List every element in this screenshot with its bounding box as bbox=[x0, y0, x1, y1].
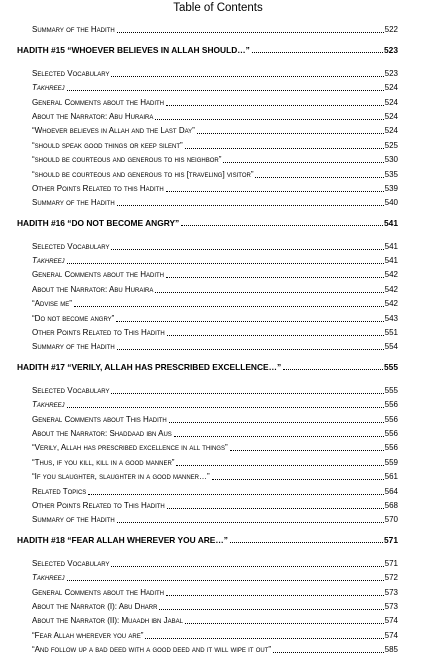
toc-entry[interactable] bbox=[0, 598, 436, 612]
dot-leader bbox=[67, 89, 384, 91]
toc-entry-label: Takhreej bbox=[32, 256, 65, 266]
toc-entry-label: “Verily, Allah has prescribed excellence in all things” bbox=[32, 443, 228, 453]
toc-entry-page-number: 556 bbox=[384, 400, 398, 410]
toc-entry-label: Other Points Related to This Hadith bbox=[32, 500, 165, 510]
dot-leader bbox=[67, 262, 384, 264]
toc-entry-page-number: 522 bbox=[384, 25, 398, 35]
dot-leader bbox=[67, 579, 384, 581]
toc-entry-page-number: 541 bbox=[384, 241, 398, 251]
toc-entry[interactable] bbox=[0, 641, 436, 655]
toc-entry-label: Other Points Related to This Hadith bbox=[32, 328, 165, 338]
toc-entry[interactable] bbox=[0, 136, 436, 150]
toc-entry[interactable] bbox=[0, 396, 436, 410]
toc-entry-label: Other Points Related to this Hadith bbox=[32, 183, 164, 193]
toc-entry-label: “And follow up a bad deed with a good deed and it will wipe it out” bbox=[32, 645, 272, 655]
dot-leader bbox=[117, 204, 384, 206]
toc-entry-label: Selected Vocabulary bbox=[32, 558, 110, 568]
heading-spacer bbox=[0, 229, 436, 237]
toc-heading-page-number: 541 bbox=[384, 218, 398, 229]
toc-heading-label: HADITH #17 “VERILY, ALLAH HAS PRESCRIBED EXCELLENCE…” bbox=[17, 362, 282, 373]
toc-entry-page-number: 542 bbox=[384, 270, 398, 280]
toc-entry[interactable] bbox=[0, 252, 436, 266]
dot-leader bbox=[159, 608, 383, 610]
toc-entry[interactable] bbox=[0, 93, 436, 107]
toc-entry-page-number: 539 bbox=[384, 183, 398, 193]
toc-entry-label: Related Topics bbox=[32, 486, 87, 496]
toc-entry-page-number: 573 bbox=[384, 601, 398, 611]
dot-leader bbox=[283, 368, 383, 370]
toc-heading[interactable] bbox=[0, 208, 436, 229]
toc-entry-label: “Advise me” bbox=[32, 299, 72, 309]
toc-entry[interactable] bbox=[0, 439, 436, 453]
toc-entry[interactable] bbox=[0, 180, 436, 194]
heading-spacer bbox=[0, 546, 436, 554]
toc-entry[interactable] bbox=[0, 612, 436, 626]
toc-entry[interactable] bbox=[0, 309, 436, 323]
toc-heading-page-number: 523 bbox=[384, 45, 398, 56]
dot-leader bbox=[197, 132, 384, 134]
page-title: Table of Contents bbox=[173, 2, 263, 14]
dot-leader bbox=[88, 493, 383, 495]
dot-leader bbox=[155, 291, 383, 293]
toc-entry[interactable] bbox=[0, 151, 436, 165]
toc-entry-label: Takhreej bbox=[32, 400, 65, 410]
toc-entry-page-number: 554 bbox=[384, 342, 398, 352]
toc-entry-page-number: 559 bbox=[384, 457, 398, 467]
toc-entry-label: “Fear Allah wherever you are” bbox=[32, 630, 144, 640]
dot-leader bbox=[255, 176, 383, 178]
toc-entry-label: Summary of the Hadith bbox=[32, 515, 115, 525]
heading-spacer bbox=[0, 56, 436, 64]
toc-entry-label: Selected Vocabulary bbox=[32, 68, 110, 78]
toc-entry-page-number: 524 bbox=[384, 111, 398, 121]
toc-entry-page-number: 573 bbox=[384, 587, 398, 597]
toc-entry-page-number: 574 bbox=[384, 616, 398, 626]
toc-entry-label: “should be courteous and generous to his neighbor” bbox=[32, 155, 222, 165]
dot-leader bbox=[185, 622, 384, 624]
dot-leader bbox=[176, 464, 383, 466]
dot-leader bbox=[252, 51, 383, 53]
dot-leader bbox=[174, 435, 384, 437]
toc-entry[interactable] bbox=[0, 237, 436, 251]
toc-entry-page-number: 561 bbox=[384, 472, 398, 482]
toc-heading[interactable] bbox=[0, 525, 436, 546]
toc-entry-page-number: 540 bbox=[384, 198, 398, 208]
toc-entry-page-number: 570 bbox=[384, 515, 398, 525]
toc-entry-page-number: 572 bbox=[384, 573, 398, 583]
toc-entry[interactable] bbox=[0, 497, 436, 511]
toc-entry-page-number: 525 bbox=[384, 140, 398, 150]
dot-leader bbox=[117, 348, 384, 350]
toc-entry-page-number: 556 bbox=[384, 443, 398, 453]
toc-entry-page-number: 571 bbox=[384, 558, 398, 568]
toc-heading-label: HADITH #15 “WHOEVER BELIEVES IN ALLAH SHOULD…” bbox=[17, 45, 250, 56]
toc-entry[interactable] bbox=[0, 280, 436, 294]
toc-entry-page-number: 564 bbox=[384, 486, 398, 496]
heading-spacer bbox=[0, 373, 436, 381]
toc-entry[interactable] bbox=[0, 64, 436, 78]
toc-entry-label: “If you slaughter, slaughter in a good manner…” bbox=[32, 472, 210, 482]
toc-entry-label: About the Narrator: Abu Huraira bbox=[32, 111, 154, 121]
toc-entry-page-number: 541 bbox=[384, 256, 398, 266]
dot-leader bbox=[181, 224, 383, 226]
toc-entry[interactable] bbox=[0, 165, 436, 179]
toc-entry-page-number: 585 bbox=[384, 645, 398, 655]
dot-leader bbox=[166, 276, 384, 278]
dot-leader bbox=[273, 651, 384, 653]
toc-entry-label: Takhreej bbox=[32, 83, 65, 93]
dot-leader bbox=[185, 147, 384, 149]
dot-leader bbox=[67, 406, 384, 408]
toc-entry[interactable] bbox=[0, 295, 436, 309]
toc-entry-label: “should speak good things or keep silent” bbox=[32, 140, 183, 150]
dot-leader bbox=[111, 248, 383, 250]
toc-entry-page-number: 551 bbox=[384, 328, 398, 338]
dot-leader bbox=[167, 334, 384, 336]
toc-heading[interactable] bbox=[0, 352, 436, 373]
dot-leader bbox=[167, 507, 384, 509]
toc-entry[interactable] bbox=[0, 122, 436, 136]
toc-entry-label: About the Narrator: Shaddaad ibn Aus bbox=[32, 428, 172, 438]
toc-entry-label: General Comments about the Hadith bbox=[32, 587, 165, 597]
toc-entry[interactable] bbox=[0, 468, 436, 482]
toc-heading-page-number: 571 bbox=[384, 535, 398, 546]
toc-entry-label: Summary of the Hadith bbox=[32, 198, 115, 208]
toc-entry-label: About the Narrator (II): Muaadh ibn Jabal bbox=[32, 616, 183, 626]
toc-entry[interactable] bbox=[0, 381, 436, 395]
toc-heading-label: HADITH #18 “FEAR ALLAH WHEREVER YOU ARE…” bbox=[17, 535, 228, 546]
toc-entry-label: “Do not become angry” bbox=[32, 313, 115, 323]
toc-entry-label: Selected Vocabulary bbox=[32, 385, 110, 395]
toc-entry-page-number: 556 bbox=[384, 414, 398, 424]
dot-leader bbox=[155, 118, 383, 120]
toc-entry[interactable] bbox=[0, 108, 436, 122]
dot-leader bbox=[111, 565, 383, 567]
toc-entry[interactable] bbox=[0, 626, 436, 640]
toc-entry[interactable] bbox=[0, 266, 436, 280]
toc-entry-label: “Whoever believes in Allah and the Last Day” bbox=[32, 126, 195, 136]
toc-entry[interactable] bbox=[0, 511, 436, 525]
dot-leader bbox=[166, 594, 384, 596]
toc-entry-page-number: 524 bbox=[384, 97, 398, 107]
dot-leader bbox=[230, 541, 383, 543]
toc-entry-page-number: 530 bbox=[384, 155, 398, 165]
toc-entry[interactable] bbox=[0, 324, 436, 338]
toc-entry-page-number: 542 bbox=[384, 299, 398, 309]
dot-leader bbox=[230, 449, 384, 451]
toc-entry-page-number: 555 bbox=[384, 385, 398, 395]
dot-leader bbox=[212, 478, 384, 480]
toc-entry-label: General Comments about the Hadith bbox=[32, 97, 165, 107]
dot-leader bbox=[169, 421, 384, 423]
toc-entry-label: About the Narrator: Abu Huraira bbox=[32, 284, 154, 294]
toc-entry[interactable] bbox=[0, 569, 436, 583]
dot-leader bbox=[166, 104, 384, 106]
toc-entry-label: Selected Vocabulary bbox=[32, 241, 110, 251]
toc-entry-label: General Comments about the Hadith bbox=[32, 270, 165, 280]
toc-entry-page-number: 524 bbox=[384, 126, 398, 136]
toc-entry-page-number: 542 bbox=[384, 284, 398, 294]
toc-entry-page-number: 568 bbox=[384, 500, 398, 510]
toc-entry[interactable] bbox=[0, 338, 436, 352]
toc-entry-page-number: 524 bbox=[384, 83, 398, 93]
toc-entry-page-number: 574 bbox=[384, 630, 398, 640]
toc-entry[interactable] bbox=[0, 453, 436, 467]
toc-entry-label: About the Narrator (I): Abu Dharr bbox=[32, 601, 158, 611]
dot-leader bbox=[117, 521, 384, 523]
dot-leader bbox=[116, 320, 383, 322]
dot-leader bbox=[166, 190, 384, 192]
toc-entry-label: Summary of the Hadith bbox=[32, 25, 115, 35]
toc-entry-label: “should be courteous and generous to his [traveling] visitor” bbox=[32, 169, 254, 179]
toc-entry-label: Takhreej bbox=[32, 573, 65, 583]
toc-heading-label: HADITH #16 “DO NOT BECOME ANGRY” bbox=[17, 218, 180, 229]
toc-entry[interactable] bbox=[0, 194, 436, 208]
dot-leader bbox=[223, 161, 383, 163]
toc-entry-label: Summary of the Hadith bbox=[32, 342, 115, 352]
toc-entry[interactable] bbox=[0, 554, 436, 568]
toc-entry[interactable] bbox=[0, 21, 436, 35]
toc-entry-page-number: 556 bbox=[384, 428, 398, 438]
toc-entry-label: “Thus, if you kill, kill in a good manner” bbox=[32, 457, 175, 467]
toc-entry[interactable] bbox=[0, 583, 436, 597]
toc-entry[interactable] bbox=[0, 425, 436, 439]
toc-heading-page-number: 555 bbox=[384, 362, 398, 373]
dot-leader bbox=[111, 75, 383, 77]
toc-entry[interactable] bbox=[0, 482, 436, 496]
toc-entry-page-number: 523 bbox=[384, 68, 398, 78]
table-of-contents bbox=[0, 21, 436, 655]
toc-entry[interactable] bbox=[0, 410, 436, 424]
dot-leader bbox=[117, 31, 384, 33]
toc-entry-page-number: 543 bbox=[384, 313, 398, 323]
toc-entry-page-number: 535 bbox=[384, 169, 398, 179]
dot-leader bbox=[74, 305, 384, 307]
toc-entry-label: General Comments about This Hadith bbox=[32, 414, 167, 424]
toc-heading[interactable] bbox=[0, 35, 436, 56]
dot-leader bbox=[111, 392, 383, 394]
toc-entry[interactable] bbox=[0, 79, 436, 93]
